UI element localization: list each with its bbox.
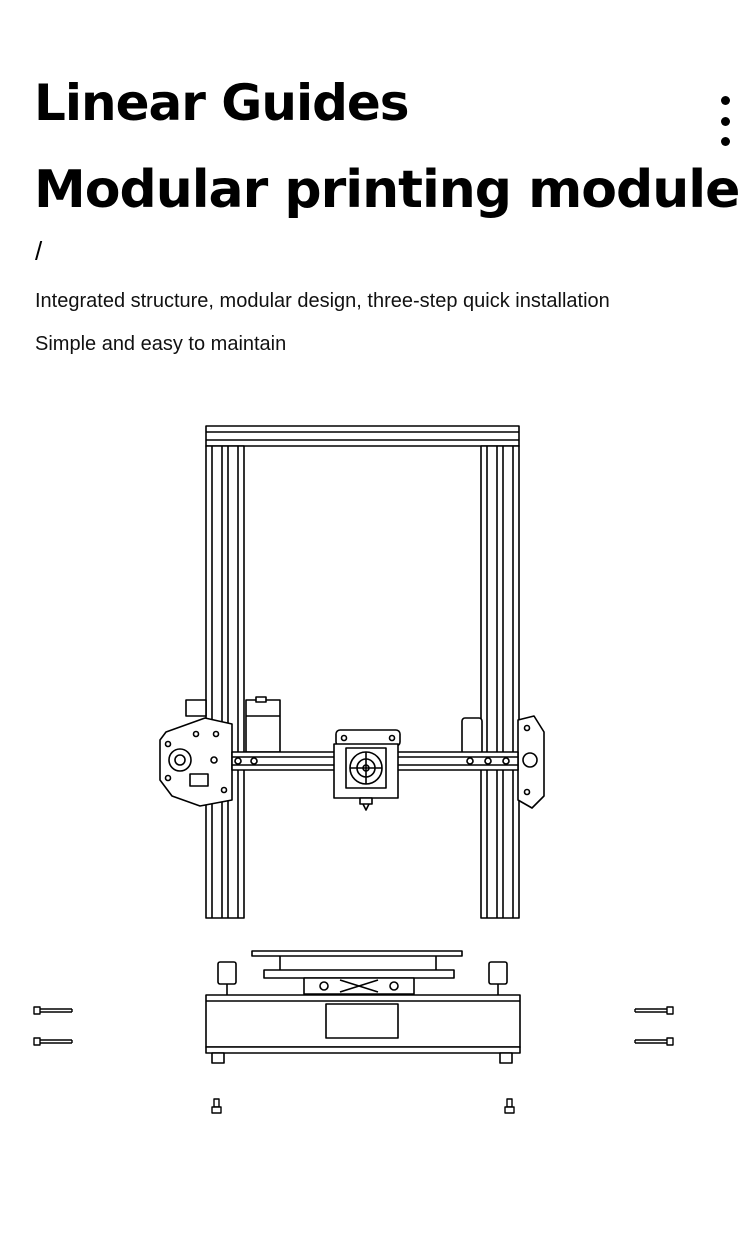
printer-base-icon <box>206 995 520 1063</box>
x-axis-right-bracket <box>518 716 544 808</box>
page-subtitle: Modular printing module <box>34 160 740 220</box>
more-dot-icon <box>721 137 730 146</box>
frame-top-beam <box>206 426 519 446</box>
printer-illustration <box>0 400 750 1140</box>
title-separator: / <box>35 236 43 266</box>
print-head-icon <box>334 730 400 810</box>
frame-right-upright <box>481 446 519 918</box>
more-dot-icon <box>721 117 730 126</box>
description-line-2: Simple and easy to maintain <box>35 333 287 355</box>
frame-left-upright <box>206 446 244 918</box>
more-dot-icon <box>721 96 730 105</box>
description-line-1: Integrated structure, modular design, three-step quick installation <box>35 290 610 312</box>
z-coupler-icon <box>462 718 482 754</box>
page-title: Linear Guides <box>34 74 409 132</box>
x-axis-left-bracket <box>160 718 232 806</box>
more-options-button[interactable] <box>712 96 738 146</box>
heated-bed-icon <box>252 951 462 978</box>
y-carriage-icon <box>304 978 414 994</box>
